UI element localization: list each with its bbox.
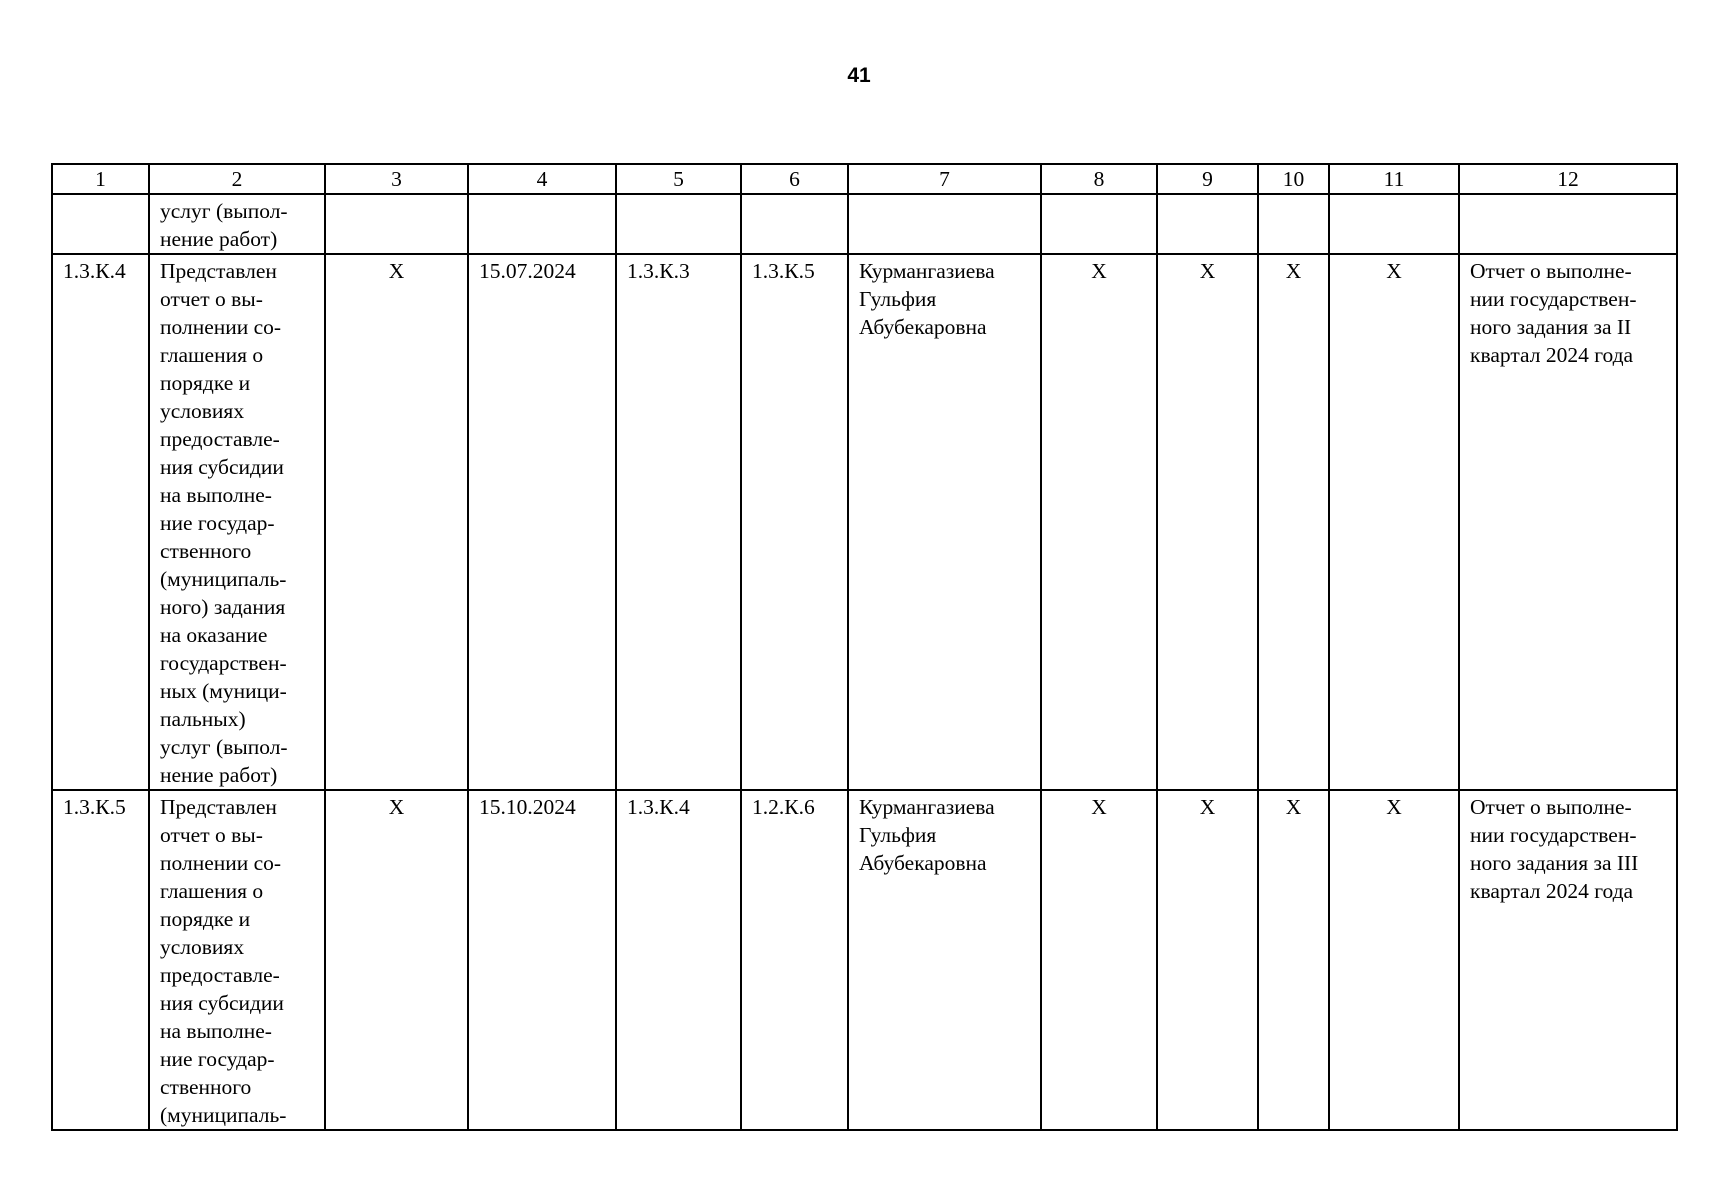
row-responsible <box>848 194 1041 254</box>
row-successor: 1.3.К.5 <box>741 254 848 790</box>
result-line: нии государствен- <box>1470 823 1637 847</box>
name-line: полнении со- <box>160 851 282 875</box>
name-line: ственного <box>160 539 252 563</box>
column-number-10: 10 <box>1258 164 1329 194</box>
responsible-line: Гульфия <box>859 287 937 311</box>
name-line: (муниципаль- <box>160 1103 287 1127</box>
name-line: ние государ- <box>160 511 275 535</box>
name-line: ного) задания <box>160 595 286 619</box>
column-number-2: 2 <box>149 164 325 194</box>
row-code: 1.3.К.5 <box>52 790 149 1130</box>
column-number-4: 4 <box>468 164 616 194</box>
column-number-7: 7 <box>848 164 1041 194</box>
name-line: услуг (выпол- <box>160 199 288 223</box>
row-predecessor: 1.3.К.4 <box>616 790 741 1130</box>
row-name <box>149 194 325 254</box>
row-col11: X <box>1329 790 1459 1130</box>
row-predecessor <box>616 194 741 254</box>
row-col8: X <box>1041 254 1157 790</box>
name-line: ние государ- <box>160 1047 275 1071</box>
name-line: на оказание <box>160 623 268 647</box>
row-col11: X <box>1329 254 1459 790</box>
name-line: ния субсидии <box>160 991 284 1015</box>
name-line: полнении со- <box>160 315 282 339</box>
column-number-1: 1 <box>52 164 149 194</box>
row-col10: X <box>1258 790 1329 1130</box>
name-line: предоставле- <box>160 963 280 987</box>
name-line: условиях <box>160 399 245 423</box>
row-responsible <box>848 790 1041 1130</box>
row-successor: 1.2.К.6 <box>741 790 848 1130</box>
row-col9 <box>1157 194 1258 254</box>
name-line: нение работ) <box>160 227 278 251</box>
column-number-3: 3 <box>325 164 468 194</box>
name-line: (муниципаль- <box>160 567 287 591</box>
row-date <box>468 194 616 254</box>
responsible-line: Курмангазиева <box>859 795 995 819</box>
row-col8 <box>1041 194 1157 254</box>
responsible-line: Курмангазиева <box>859 259 995 283</box>
row-responsible <box>848 254 1041 790</box>
row-col3 <box>325 194 468 254</box>
result-line: ного задания за III <box>1470 851 1639 875</box>
row-col3: X <box>325 790 468 1130</box>
name-line: ных (муници- <box>160 679 287 703</box>
row-name <box>149 254 325 790</box>
name-line: глашения о <box>160 879 264 903</box>
row-date: 15.07.2024 <box>468 254 616 790</box>
name-line: отчет о вы- <box>160 823 263 847</box>
row-result <box>1459 194 1677 254</box>
result-line: ного задания за II <box>1470 315 1632 339</box>
name-line: государствен- <box>160 651 287 675</box>
responsible-line: Абубекаровна <box>859 315 987 339</box>
row-name <box>149 790 325 1130</box>
table-row <box>52 194 1677 254</box>
row-result <box>1459 254 1677 790</box>
row-result <box>1459 790 1677 1130</box>
row-col8: X <box>1041 790 1157 1130</box>
table-row <box>52 254 1677 790</box>
result-line: Отчет о выполне- <box>1470 259 1632 283</box>
row-col10: X <box>1258 254 1329 790</box>
name-line: порядке и <box>160 371 251 395</box>
name-line: пальных) <box>160 707 246 731</box>
name-line: на выполне- <box>160 1019 272 1043</box>
responsible-line: Гульфия <box>859 823 937 847</box>
result-line: квартал 2024 года <box>1470 879 1634 903</box>
result-line: квартал 2024 года <box>1470 343 1634 367</box>
column-number-8: 8 <box>1041 164 1157 194</box>
name-line: условиях <box>160 935 245 959</box>
table-header-row <box>52 164 1677 194</box>
name-line: на выполне- <box>160 483 272 507</box>
responsible-line: Абубекаровна <box>859 851 987 875</box>
row-col9: X <box>1157 790 1258 1130</box>
name-line: нение работ) <box>160 763 278 787</box>
name-line: услуг (выпол- <box>160 735 288 759</box>
row-col3: X <box>325 254 468 790</box>
result-line: нии государствен- <box>1470 287 1637 311</box>
row-successor <box>741 194 848 254</box>
page-number: 41 <box>847 64 871 87</box>
column-number-11: 11 <box>1329 164 1459 194</box>
row-code: 1.3.К.4 <box>52 254 149 790</box>
column-number-12: 12 <box>1459 164 1677 194</box>
column-number-6: 6 <box>741 164 848 194</box>
name-line: глашения о <box>160 343 264 367</box>
table-row <box>52 790 1677 1130</box>
result-line: Отчет о выполне- <box>1470 795 1632 819</box>
row-col9: X <box>1157 254 1258 790</box>
row-col11 <box>1329 194 1459 254</box>
row-col10 <box>1258 194 1329 254</box>
row-date: 15.10.2024 <box>468 790 616 1130</box>
name-line: ния субсидии <box>160 455 284 479</box>
column-number-9: 9 <box>1157 164 1258 194</box>
name-line: ственного <box>160 1075 252 1099</box>
name-line: порядке и <box>160 907 251 931</box>
plan-table <box>51 163 1678 1131</box>
name-line: предоставле- <box>160 427 280 451</box>
name-line: отчет о вы- <box>160 287 263 311</box>
name-line: Представлен <box>160 259 277 283</box>
name-line: Представлен <box>160 795 277 819</box>
row-predecessor: 1.3.К.3 <box>616 254 741 790</box>
column-number-5: 5 <box>616 164 741 194</box>
row-code <box>52 194 149 254</box>
